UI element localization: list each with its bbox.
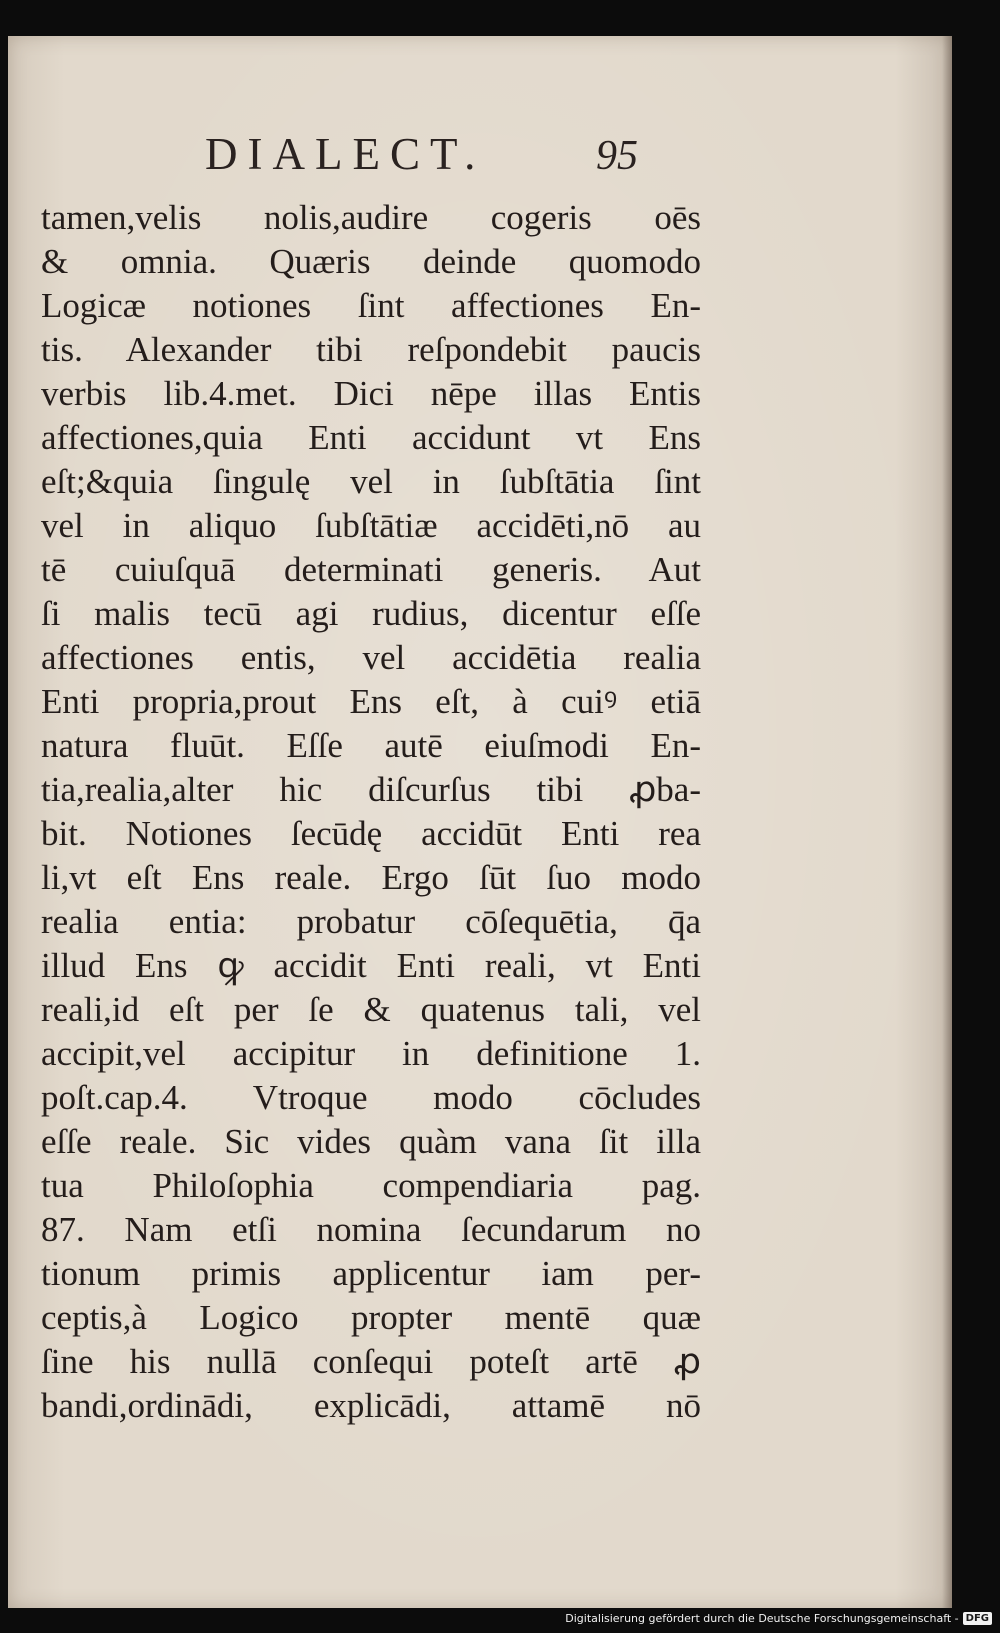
- text-line: ceptis,à Logico propter mentē quæ: [41, 1298, 701, 1337]
- credit-text: Digitalisierung gefördert durch die Deutsche Forschungsgemeinschaft -: [565, 1611, 959, 1625]
- text-line: eſſe reale. Sic vides quàm vana ſit illa: [41, 1122, 701, 1161]
- text-line: bit. Notiones ſecūdę accidūt Enti rea: [41, 814, 701, 853]
- body-text: [41, 196, 701, 1428]
- text-line: affectiones entis, vel accidētia realia: [41, 638, 701, 677]
- text-line: tua Philoſophia compendiaria pag.: [41, 1166, 701, 1205]
- text-line: vel in aliquo ſubſtātiæ accidēti,nō au: [41, 506, 701, 545]
- text-line: li,vt eſt Ens reale. Ergo ſūt ſuo modo: [41, 858, 701, 897]
- page-number: 95: [596, 133, 638, 179]
- text-line: verbis lib.4.met. Dici nēpe illas Entis: [41, 374, 701, 413]
- text-line: illud Ens ꝙ accidit Enti reali, vt Enti: [41, 946, 701, 985]
- text-line: tis. Alexander tibi reſpondebit paucis: [41, 330, 701, 369]
- digitization-credit: [565, 1609, 992, 1627]
- text-line: eſt;&quia ſingulę vel in ſubſtātia ſint: [41, 462, 701, 501]
- text-line: & omnia. Quæris deinde quomodo: [41, 242, 701, 281]
- text-line: Enti propria,prout Ens eſt, à cuiꝰ etiā: [41, 682, 701, 721]
- text-line: accipit,vel accipitur in definitione 1.: [41, 1034, 701, 1073]
- text-line: tē cuiuſquā determinati generis. Aut: [41, 550, 701, 589]
- text-line: ſi malis tecū agi rudius, dicentur eſſe: [41, 594, 701, 633]
- text-line: tia,realia,alter hic diſcurſus tibi ꝓba-: [41, 770, 701, 809]
- dfg-logo: DFG: [963, 1612, 992, 1625]
- text-line: realia entia: probatur cōſequētia, q̄a: [41, 902, 701, 941]
- text-line: tionum primis applicentur iam per-: [41, 1254, 701, 1293]
- text-line: 87. Nam etſi nomina ſecundarum no: [41, 1210, 701, 1249]
- text-line: Logicæ notiones ſint affectiones En-: [41, 286, 701, 325]
- text-line: ſine his nullā conſequi poteſt artē ꝓ: [41, 1342, 701, 1381]
- book-page: [8, 36, 952, 1608]
- text-line: bandi,ordinādi, explicādi, attamē nō: [41, 1386, 701, 1425]
- text-line: affectiones,quia Enti accidunt vt Ens: [41, 418, 701, 457]
- text-line: tamen,velis nolis,audire cogeris oēs: [41, 198, 701, 237]
- text-line: natura fluūt. Eſſe autē eiuſmodi En-: [41, 726, 701, 765]
- running-head: DIALECT.: [205, 129, 486, 179]
- page-edge-shadow: [942, 36, 952, 1608]
- text-line: poſt.cap.4. Vtroque modo cōcludes: [41, 1078, 701, 1117]
- text-line: reali,id eſt per ſe & quatenus tali, vel: [41, 990, 701, 1029]
